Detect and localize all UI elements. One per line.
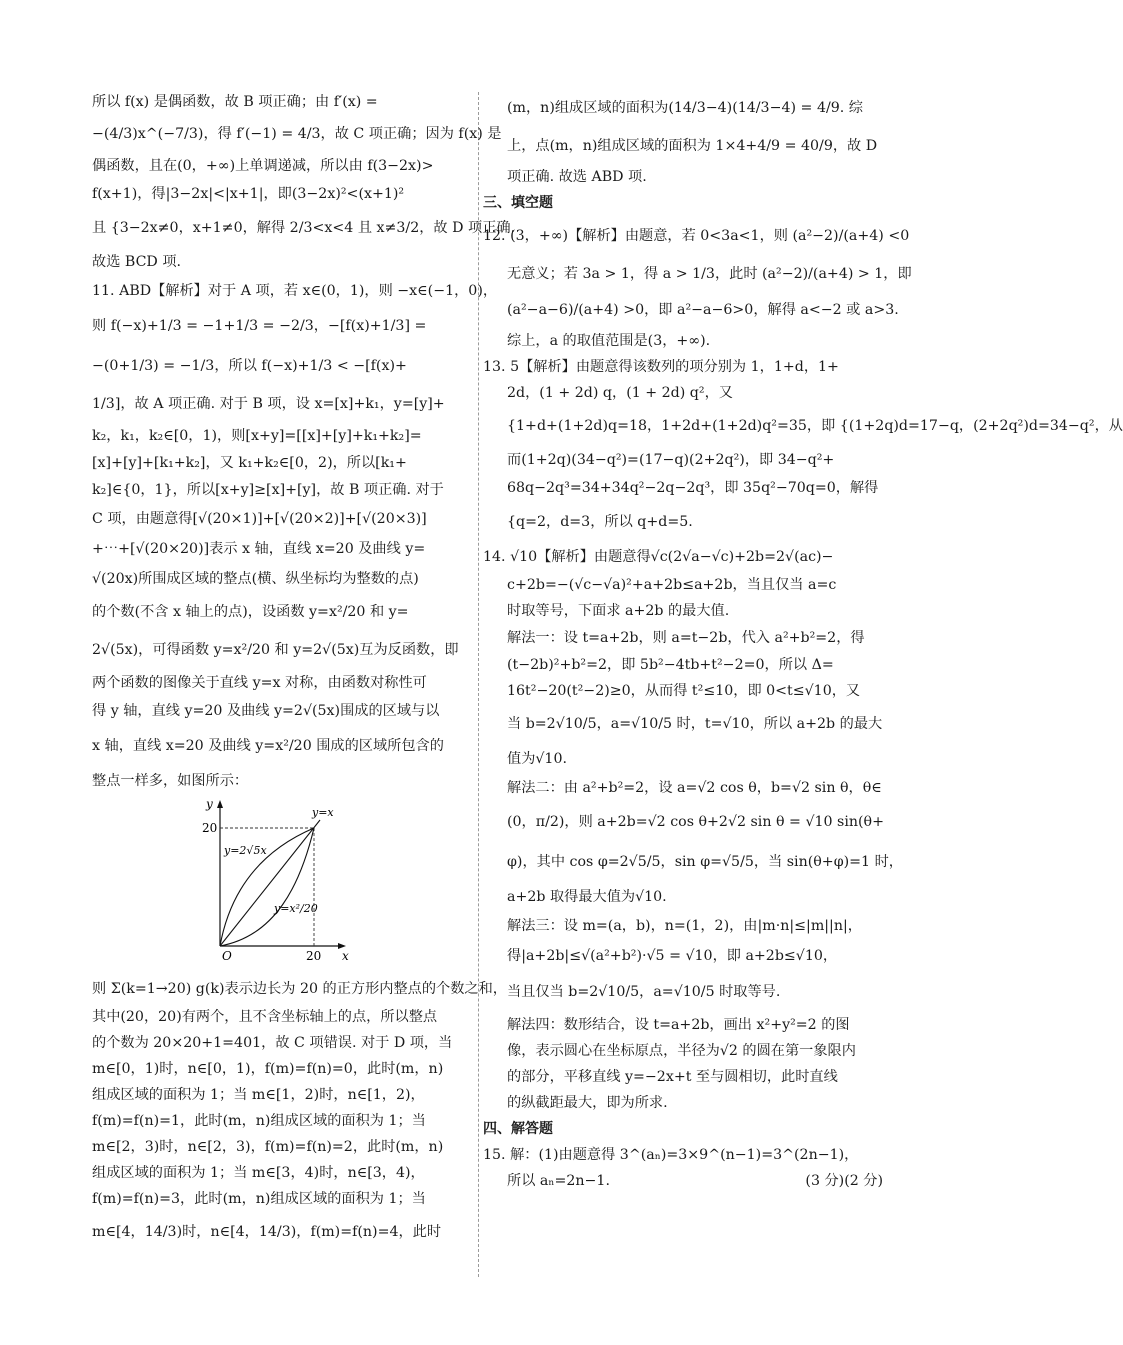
text-line: (m，n)组成区域的面积为(14/3−4)(14/3−4) = 4/9. 综: [507, 100, 863, 116]
problem-14-line: 14. √10【解析】由题意得√c(2√a−√c)+2b=2√(ac)−: [483, 549, 834, 565]
text-line: 项正确. 故选 ABD 项.: [507, 169, 647, 185]
graph-figure: [92, 796, 474, 974]
text-line: 则 f(−x)+1/3 = −1+1/3 = −2/3，−[f(x)+1/3] =: [92, 318, 427, 334]
graph-svg: [200, 796, 370, 964]
text-line: k₂]∈{0，1}，所以[x+y]≥[x]+[y]，故 B 项正确. 对于: [92, 482, 444, 498]
y-arrow-icon: [217, 800, 223, 808]
tick-20-y: 20: [202, 821, 218, 835]
text-line: 时取等号，下面求 a+2b 的最大值.: [507, 603, 730, 619]
text-line: 整点一样多，如图所示：: [92, 773, 249, 789]
text-line: 当且仅当 b=2√10/5，a=√10/5 时取等号.: [507, 984, 781, 1000]
text-line: √(20x)所围成区域的整点(横、纵坐标均为整数的点): [92, 571, 419, 587]
section-heading-fill: 三、填空题: [483, 195, 553, 211]
text-line: 综上，a 的取值范围是(3，+∞).: [507, 333, 711, 349]
text-line: 1/3]，故 A 项正确. 对于 B 项，设 x=[x]+k₁，y=[y]+: [92, 396, 445, 412]
text-line: f(m)=f(n)=3，此时(m，n)组成区域的面积为 1；当: [92, 1191, 426, 1207]
problem-12-line: 12. (3，+∞)【解析】由题意，若 0<3a<1，则 (a²−2)/(a+4) <0: [483, 228, 910, 244]
text-line: 组成区域的面积为 1；当 m∈[3，4)时，n∈[3，4)，: [92, 1165, 425, 1181]
text-line: 解法四：数形结合，设 t=a+2b，画出 x²+y²=2 的图: [507, 1017, 850, 1033]
score-label: (2 分): [844, 1173, 883, 1189]
text-line: 当 b=2√10/5，a=√10/5 时，t=√10，所以 a+2b 的最大: [507, 716, 883, 732]
problem-11-line: 11. ABD【解析】对于 A 项，若 x∈(0，1)，则 −x∈(−1，0)，: [92, 283, 498, 299]
text-line: 值为√10.: [507, 751, 567, 767]
text-line: c+2b=−(√c−√a)²+a+2b≤a+2b，当且仅当 a=c: [507, 577, 837, 593]
text-line: a+2b 取得最大值为√10.: [507, 889, 667, 905]
text-line: 68q−2q³=34+34q²−2q−2q³，即 35q²−70q=0，解得: [507, 480, 879, 496]
text-line: 解法二：由 a²+b²=2，设 a=√2 cos θ，b=√2 sin θ，θ∈: [507, 780, 882, 796]
text-line: C 项，由题意得[√(20×1)]+[√(20×2)]+[√(20×3)]: [92, 511, 427, 527]
origin-label: O: [222, 949, 232, 963]
answer-line: [483, 1168, 883, 1194]
square-curve-label: y=x²/20: [274, 902, 318, 915]
text-line: {q=2，d=3，所以 q+d=5.: [507, 514, 693, 530]
text-line: (a²−a−6)/(a+4) >0，即 a²−a−6>0，解得 a<−2 或 a>3.: [507, 302, 899, 318]
text-line: {1+d+(1+2d)q=18，1+2d+(1+2d)q²=35，即 {(1+2q)d=17−q，(2+2q²)d=34−q²，从: [507, 418, 1123, 434]
text-line: 解法一：设 t=a+2b，则 a=t−2b，代入 a²+b²=2，得: [507, 630, 865, 646]
text-line: x 轴，直线 x=20 及曲线 y=x²/20 围成的区域所包含的: [92, 738, 444, 754]
text-line: 的纵截距最大，即为所求.: [507, 1095, 668, 1111]
left-column: [92, 88, 516, 1252]
right-column: [483, 88, 1123, 1194]
line-y-eq-x: [220, 820, 320, 946]
text-line: 上，点(m，n)组成区域的面积为 1×4+4/9 = 40/9，故 D: [507, 138, 878, 154]
text-line: 无意义；若 3a > 1，得 a > 1/3，此时 (a²−2)/(a+4) > 1，即: [507, 266, 912, 282]
text-line: 组成区域的面积为 1；当 m∈[1，2)时，n∈[1，2)，: [92, 1087, 425, 1103]
text-line: 16t²−20(t²−2)≥0，从而得 t²≤10，即 0<t≤√10，又: [507, 683, 861, 699]
text-line: 所以 f(x) 是偶函数，故 B 项正确；由 f′(x) =: [92, 94, 378, 110]
text-line: +⋯+[√(20×20)]表示 x 轴，直线 x=20 及曲线 y=: [92, 541, 426, 557]
text-line: 得 y 轴，直线 y=20 及曲线 y=2√(5x)围成的区域与以: [92, 703, 440, 719]
text-line: 的个数(不含 x 轴上的点)，设函数 y=x²/20 和 y=: [92, 604, 409, 620]
text-line: 2d，(1 + 2d) q，(1 + 2d) q²，又: [507, 385, 733, 401]
text-line: 偶函数，且在(0，+∞)上单调递减，所以由 f(3−2x)>: [92, 158, 434, 174]
text-line: −(4/3)x^(−7/3)，得 f′(−1) = 4/3，故 C 项正确；因为 f(x) 是: [92, 126, 502, 142]
text-line: f(m)=f(n)=1，此时(m，n)组成区域的面积为 1；当: [92, 1113, 426, 1129]
text-line: 其中(20，20)有两个，且不含坐标轴上的点，所以整点: [92, 1009, 438, 1025]
sqrt-curve-label: y=2√5x: [224, 844, 267, 857]
answer-text: 15. 解：(1)由题意得 3^(aₙ)=3×9^(n−1)=3^(2n−1)，: [483, 1147, 859, 1163]
text-line: m∈[2，3)时，n∈[2，3)，f(m)=f(n)=2，此时(m，n): [92, 1139, 444, 1155]
text-line: 则 Σ(k=1→20) g(k)表示边长为 20 的正方形内整点的个数之和，: [92, 981, 507, 997]
answer-text: 所以 aₙ=2n−1.: [507, 1173, 610, 1189]
section-heading-answer: 四、解答题: [483, 1121, 553, 1137]
text-line: 故选 BCD 项.: [92, 254, 182, 270]
text-line: (0，π/2)，则 a+2b=√2 cos θ+2√2 sin θ = √10 sin(θ+: [507, 814, 884, 830]
text-line: m∈[4，14/3)时，n∈[4，14/3)，f(m)=f(n)=4，此时: [92, 1224, 442, 1240]
text-line: 的个数为 20×20+1=401，故 C 项错误. 对于 D 项，当: [92, 1035, 453, 1051]
column-divider: [478, 92, 479, 1277]
score-label: (3 分): [805, 1173, 845, 1189]
line-label: y=x: [312, 806, 334, 819]
problem-13-line: 13. 5【解析】由题意得该数列的项分别为 1，1+d，1+: [483, 359, 839, 375]
text-line: 2√(5x)，可得函数 y=x²/20 和 y=2√(5x)互为反函数，即: [92, 642, 459, 658]
text-line: f(x+1)，得|3−2x|<|x+1|，即(3−2x)²<(x+1)²: [92, 186, 405, 202]
text-line: −(0+1/3) = −1/3，所以 f(−x)+1/3 < −[f(x)+: [92, 358, 407, 374]
text-line: 而(1+2q)(34−q²)=(17−q)(2+2q²)，即 34−q²+: [507, 452, 835, 468]
text-line: k₂，k₁，k₂∈[0，1)，则[x+y]=[[x]+[y]+k₁+k₂]=: [92, 428, 422, 444]
text-line: 两个函数的图像关于直线 y=x 对称，由函数对称性可: [92, 675, 427, 691]
text-line: [x]+[y]+[k₁+k₂]，又 k₁+k₂∈[0，2)，所以[k₁+: [92, 455, 407, 471]
x-axis-label: x: [342, 949, 349, 963]
text-line: (t−2b)²+b²=2，即 5b²−4tb+t²−2=0，所以 Δ=: [507, 657, 834, 673]
text-line: 且 {3−2x≠0，x+1≠0，解得 2/3<x<4 且 x≠3/2，故 D 项正确.: [92, 220, 516, 236]
tick-20-x: 20: [306, 949, 322, 963]
text-line: φ)，其中 cos φ=2√5/5，sin φ=√5/5，当 sin(θ+φ)=1 时，: [507, 854, 903, 870]
text-line: 像，表示圆心在坐标原点，半径为√2 的圆在第一象限内: [507, 1043, 856, 1059]
y-axis-label: y: [206, 797, 213, 811]
text-line: 解法三：设 m=(a，b)，n=(1，2)，由|m·n|≤|m||n|，: [507, 918, 862, 934]
text-line: 得|a+2b|≤√(a²+b²)·√5 = √10，即 a+2b≤√10，: [507, 948, 838, 964]
text-line: m∈[0，1)时，n∈[0，1)，f(m)=f(n)=0，此时(m，n): [92, 1061, 444, 1077]
text-line: 的部分，平移直线 y=−2x+t 至与圆相切，此时直线: [507, 1069, 838, 1085]
